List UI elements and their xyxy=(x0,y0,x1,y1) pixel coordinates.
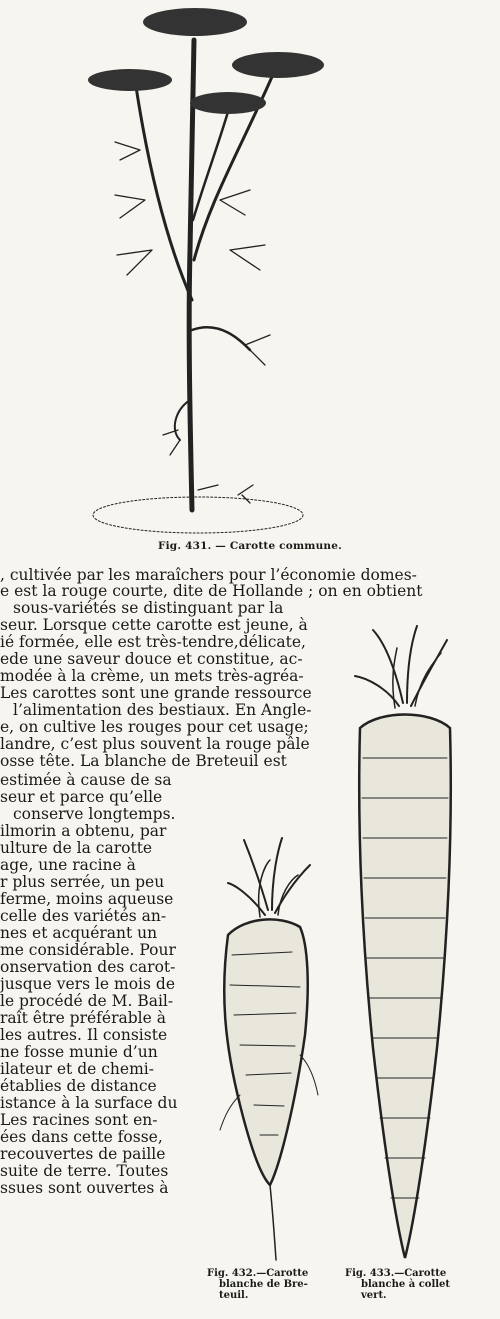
fig-432-carrot-illustration xyxy=(210,835,325,1265)
text-line: conserve longtemps. xyxy=(13,805,176,823)
text-line: ilmorin a obtenu, par xyxy=(0,822,167,840)
text-line: celle des variétés an- xyxy=(0,907,167,925)
caption-line: blanche de Bre- xyxy=(219,1279,308,1290)
text-line: raît être préférable à xyxy=(0,1009,166,1027)
text-line: me considérable. Pour xyxy=(0,941,176,959)
text-line: Les racines sont en- xyxy=(0,1111,158,1129)
text-line: le procédé de M. Bail- xyxy=(0,992,174,1010)
text-line: r plus serrée, un peu xyxy=(0,873,165,891)
text-line: seur. Lorsque cette carotte est jeune, à xyxy=(0,616,308,634)
text-line: ede une saveur douce et constitue, ac- xyxy=(0,650,303,668)
caption-line: vert. xyxy=(361,1290,387,1301)
text-line: jusque vers le mois de xyxy=(0,975,175,993)
text-line: suite de terre. Toutes xyxy=(0,1162,169,1180)
fig-433-caption xyxy=(345,1268,450,1301)
text-line: Les carottes sont une grande ressource xyxy=(0,684,312,702)
text-line: ulture de la carotte xyxy=(0,839,153,857)
text-line: , cultivée par les maraîchers pour l’économie domes- xyxy=(0,566,417,584)
text-line: les autres. Il consiste xyxy=(0,1026,168,1044)
caption-line: teuil. xyxy=(219,1290,249,1301)
fig-432-caption xyxy=(207,1268,308,1301)
text-line: ferme, moins aqueuse xyxy=(0,890,174,908)
text-line: age, une racine à xyxy=(0,856,136,874)
text-line: modée à la crème, un mets très-agréa- xyxy=(0,667,304,685)
caption-line: Fig. 432.—Carotte xyxy=(207,1268,309,1279)
text-line: établies de distance xyxy=(0,1077,157,1095)
text-line: landre, c’est plus souvent la rouge pâle xyxy=(0,735,310,753)
fig-433-carrot-illustration xyxy=(345,618,465,1268)
text-line: recouvertes de paille xyxy=(0,1145,166,1163)
text-line: sous-variétés se distinguant par la xyxy=(13,599,284,617)
text-line: estimée à cause de sa xyxy=(0,771,172,789)
text-line: ilateur et de chemi- xyxy=(0,1060,154,1078)
fig-431-caption: Fig. 431. — Carotte commune. xyxy=(157,540,343,552)
caption-line: blanche à collet xyxy=(361,1279,451,1290)
text-line: ssues sont ouvertes à xyxy=(0,1179,169,1197)
text-line: ne fosse munie d’un xyxy=(0,1043,158,1061)
text-line: istance à la surface du xyxy=(0,1094,178,1112)
text-line: ées dans cette fosse, xyxy=(0,1128,163,1146)
fig-431-carrot-plant-illustration xyxy=(80,0,340,540)
caption-line: Fig. 433.—Carotte xyxy=(345,1268,447,1279)
text-line: nes et acquérant un xyxy=(0,924,158,942)
text-line: osse tête. La blanche de Breteuil est xyxy=(0,752,287,770)
text-line: onservation des carot- xyxy=(0,958,176,976)
text-line: ié formée, elle est très-tendre,délicate, xyxy=(0,633,306,651)
text-line: e, on cultive les rouges pour cet usage; xyxy=(0,718,309,736)
text-line: l’alimentation des bestiaux. En Angle- xyxy=(13,701,312,719)
text-line: seur et parce qu’elle xyxy=(0,788,163,806)
text-line: e est la rouge courte, dite de Hollande ; on en obtient xyxy=(0,582,423,600)
